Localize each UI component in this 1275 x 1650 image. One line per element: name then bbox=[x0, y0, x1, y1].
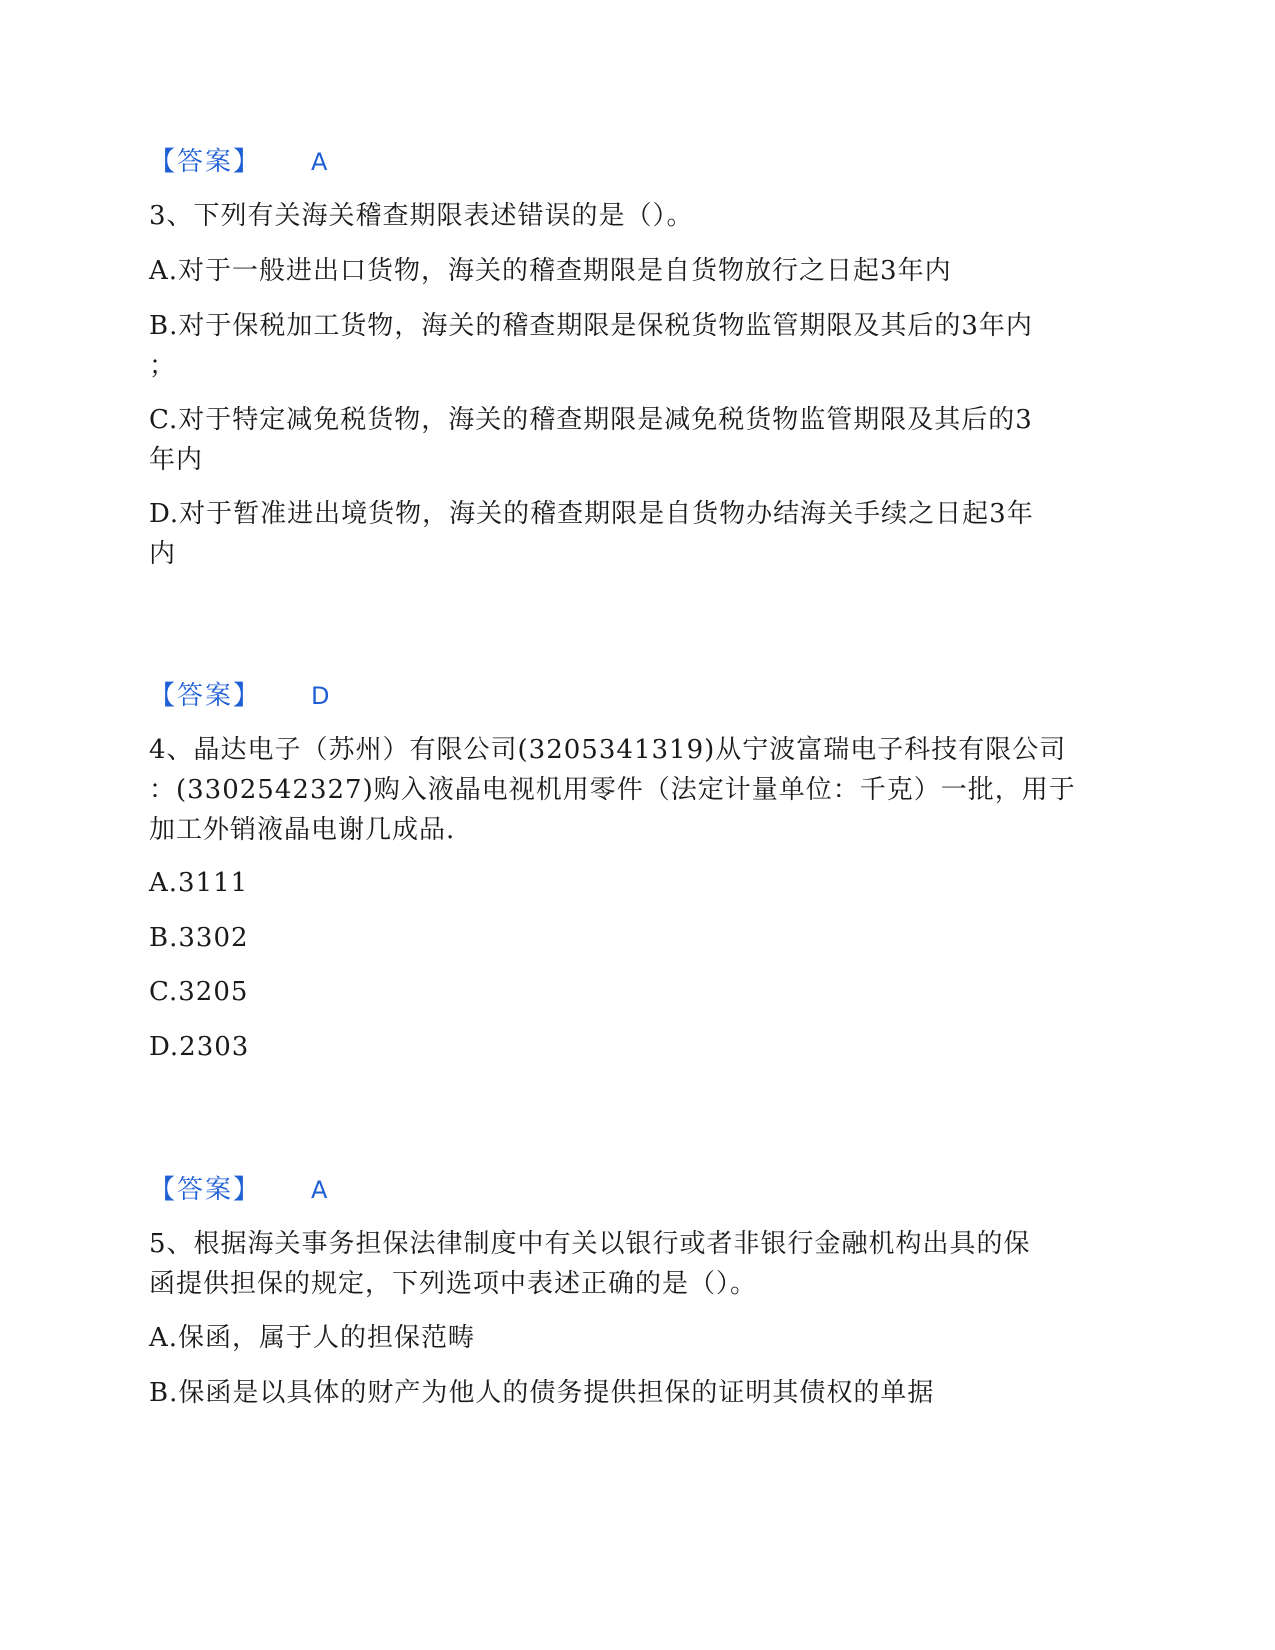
answer-value: A bbox=[311, 1176, 328, 1204]
option-b: B.3302 bbox=[149, 923, 249, 953]
option-b: B.对于保税加工货物，海关的稽查期限是保税货物监管期限及其后的3年内 bbox=[149, 311, 1033, 341]
option-c-cont: 年内 bbox=[149, 445, 204, 475]
answer-line bbox=[149, 1170, 327, 1210]
question-stem-cont: ：(3302542327)购入液晶电视机用零件（法定计量单位：千克）一批，用于 bbox=[149, 775, 1076, 805]
option-d-cont: 内 bbox=[149, 539, 177, 569]
question-stem-cont: 函提供担保的规定，下列选项中表述正确的是（）。 bbox=[149, 1269, 758, 1299]
option-c: C.对于特定减免税货物，海关的稽查期限是减免税货物监管期限及其后的3 bbox=[149, 405, 1033, 435]
option-b-cont: ； bbox=[149, 351, 177, 381]
answer-value: D bbox=[311, 682, 330, 710]
option-a: A.3111 bbox=[149, 868, 249, 898]
question-stem-cont: 加工外销液晶电谢几成品. bbox=[149, 815, 456, 845]
question-stem: 5、根据海关事务担保法律制度中有关以银行或者非银行金融机构出具的保 bbox=[149, 1229, 1031, 1259]
answer-tag: 【答案】 bbox=[149, 1175, 262, 1205]
question-stem: 3、下列有关海关稽查期限表述错误的是（）。 bbox=[149, 201, 694, 231]
option-c: C.3205 bbox=[149, 977, 249, 1007]
answer-tag: 【答案】 bbox=[149, 147, 262, 177]
answer-tag: 【答案】 bbox=[149, 681, 262, 711]
answer-line bbox=[149, 142, 327, 182]
answer-value: A bbox=[311, 148, 328, 176]
option-a: A.保函，属于人的担保范畴 bbox=[149, 1323, 476, 1353]
answer-line bbox=[149, 676, 330, 716]
question-stem: 4、晶达电子（苏州）有限公司(3205341319)从宁波富瑞电子科技有限公司 bbox=[149, 735, 1067, 765]
option-a: A.对于一般进出口货物，海关的稽查期限是自货物放行之日起3年内 bbox=[149, 256, 952, 286]
option-b: B.保函是以具体的财产为他人的债务提供担保的证明其债权的单据 bbox=[149, 1378, 935, 1408]
option-d: D.2303 bbox=[149, 1032, 250, 1062]
option-d: D.对于暂准进出境货物，海关的稽查期限是自货物办结海关手续之日起3年 bbox=[149, 499, 1034, 529]
